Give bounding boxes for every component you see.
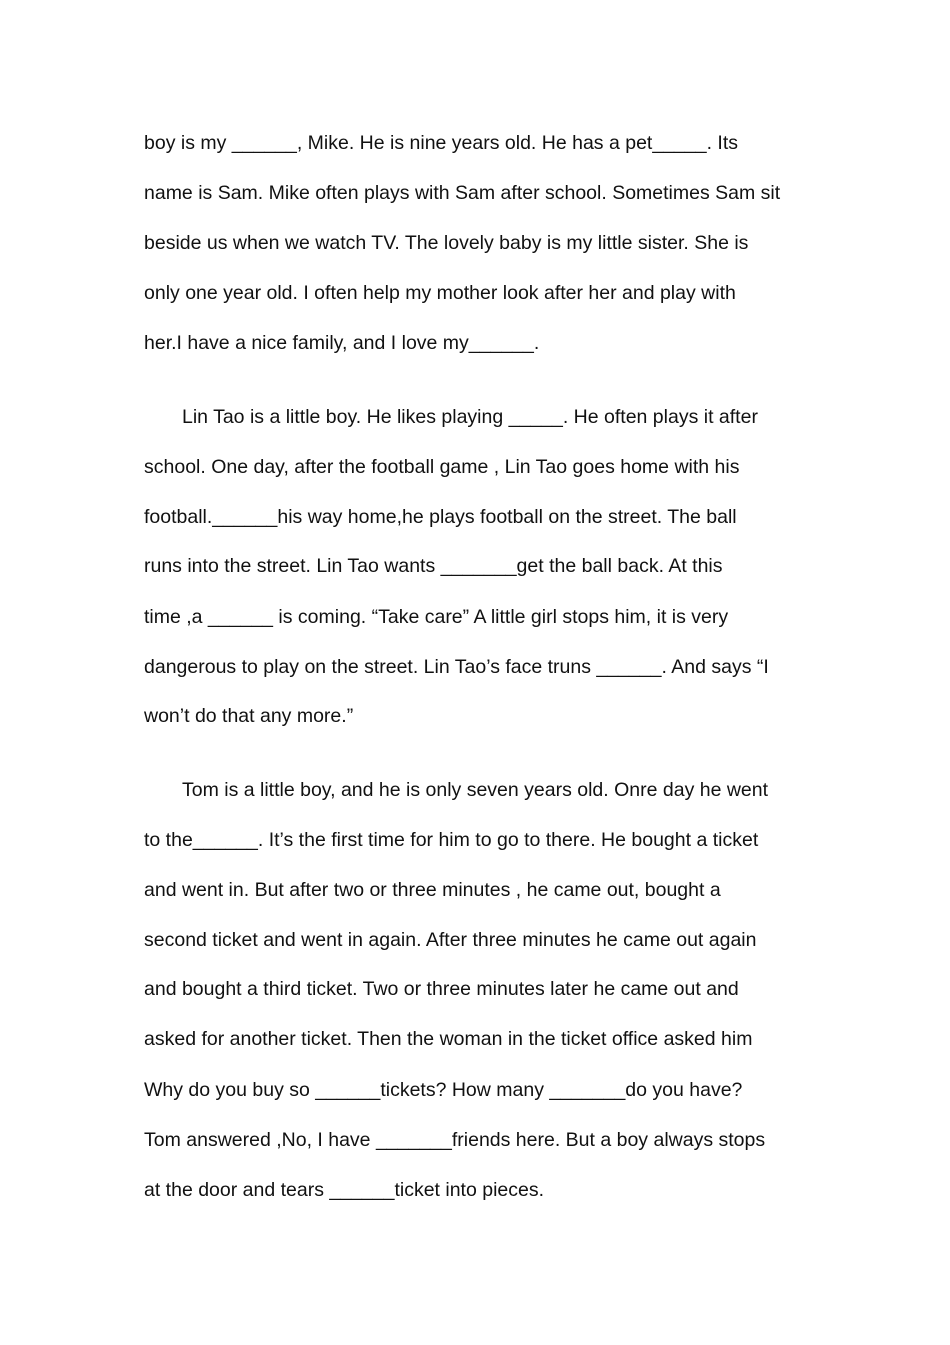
paragraph-line: Lin Tao is a little boy. He likes playing _____. He often plays it after	[182, 406, 758, 428]
paragraph-line: at the door and tears ______ticket into pieces.	[144, 1179, 545, 1201]
paragraph-line: asked for another ticket. Then the woman in the ticket office asked him	[144, 1028, 753, 1050]
paragraph-line: football.______his way home,he plays football on the street. The ball	[144, 506, 737, 528]
paragraph-line: name is Sam. Mike often plays with Sam after school. Sometimes Sam sit	[144, 182, 781, 204]
paragraph-line: her.I have a nice family, and I love my______.	[144, 332, 540, 354]
paragraph-line: school. One day, after the football game , Lin Tao goes home with his	[144, 456, 740, 478]
paragraph-line: and went in. But after two or three minutes , he came out, bought a	[144, 879, 721, 901]
paragraph-line: Tom is a little boy, and he is only seven years old. Onre day he went	[182, 779, 769, 801]
paragraph-line: second ticket and went in again. After three minutes he came out again	[144, 929, 757, 951]
paragraph-line: to the______. It’s the first time for him to go to there. He bought a ticket	[144, 829, 759, 851]
paragraph-line: Why do you buy so ______tickets? How many _______do you have?	[144, 1079, 743, 1101]
paragraph-line: Tom answered ,No, I have _______friends here. But a boy always stops	[144, 1129, 766, 1151]
paragraph-line: beside us when we watch TV. The lovely baby is my little sister. She is	[144, 232, 749, 254]
paragraph-line: and bought a third ticket. Two or three minutes later he came out and	[144, 978, 739, 1000]
paragraph-line: dangerous to play on the street. Lin Tao’s face truns ______. And says “I	[144, 656, 769, 678]
paragraph-line: won’t do that any more.”	[144, 705, 354, 727]
paragraph-line: boy is my ______, Mike. He is nine years old. He has a pet_____. Its	[144, 132, 738, 154]
paragraph-line: time ,a ______ is coming. “Take care” A little girl stops him, it is very	[144, 606, 729, 628]
paragraph-line: runs into the street. Lin Tao wants _______get the ball back. At this	[144, 555, 723, 577]
paragraph-line: only one year old. I often help my mother look after her and play with	[144, 282, 736, 304]
